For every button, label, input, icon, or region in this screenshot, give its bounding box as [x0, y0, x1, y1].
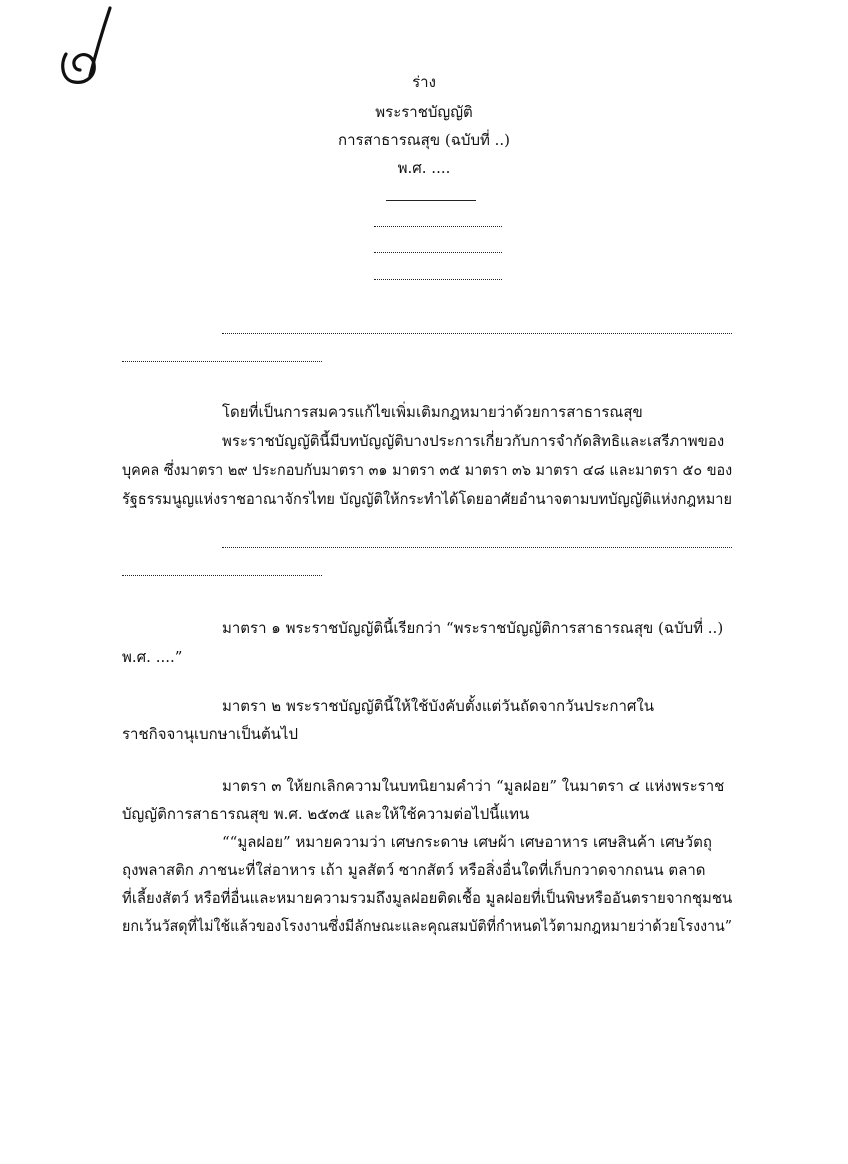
- preamble-line-4: รัฐธรรมนูญแห่งราชอาณาจักรไทย บัญญัติให้กระทำได้โดยอาศัยอำนาจตามบทบัญญัติแห่งกฎหมาย: [122, 490, 732, 508]
- dotted-line-3: [374, 279, 502, 280]
- dotted-line-5: [122, 361, 322, 362]
- section-3-line-3: ““มูลฝอย” หมายความว่า เศษกระดาษ เศษผ้า เศษอาหาร เศษสินค้า เศษวัตถุ: [222, 833, 712, 851]
- preamble-line-1: โดยที่เป็นการสมควรแก้ไขเพิ่มเติมกฎหมายว่าด้วยการสาธารณสุข: [222, 403, 643, 421]
- section-3-line-1: มาตรา ๓ ให้ยกเลิกความในบทนิยามคำว่า “มูลฝอย” ในมาตรา ๔ แห่งพระราช: [222, 777, 725, 795]
- preamble-line-3: บุคคล ซึ่งมาตรา ๒๙ ประกอบกับมาตรา ๓๑ มาตรา ๓๕ มาตรา ๓๖ มาตรา ๔๘ และมาตรา ๕๐ ของ: [122, 461, 733, 479]
- section-3-line-2: บัญญัติการสาธารณสุข พ.ศ. ๒๕๓๕ และให้ใช้ความต่อไปนี้แทน: [122, 805, 530, 823]
- section-3-line-6: ยกเว้นวัสดุที่ไม่ใช้แล้วของโรงงานซึ่งมีลักษณะและคุณสมบัติที่กำหนดไว้ตามกฎหมายว่าด้วยโรงงาน”: [122, 917, 733, 935]
- dotted-line-6: [222, 547, 732, 548]
- section-3-line-5: ที่เลี้ยงสัตว์ หรือที่อื่นและหมายความรวมถึงมูลฝอยติดเชื้อ มูลฝอยที่เป็นพิษหรืออันตรายจากชุมชน: [122, 889, 733, 907]
- section-2-line-2: ราชกิจจานุเบกษาเป็นต้นไป: [122, 725, 299, 743]
- act-name-title: การสาธารณสุข (ฉบับที่ ..): [337, 131, 511, 149]
- section-1-line-1: มาตรา ๑ พระราชบัญญัตินี้เรียกว่า “พระราชบัญญัติการสาธารณสุข (ฉบับที่ ..): [222, 619, 724, 637]
- dotted-line-4: [222, 333, 732, 334]
- act-year: พ.ศ. ....: [397, 159, 451, 177]
- dotted-line-2: [374, 252, 502, 253]
- section-1-line-2: พ.ศ. ....”: [122, 648, 183, 666]
- section-3-line-4: ถุงพลาสติก ภาชนะที่ใส่อาหาร เถ้า มูลสัตว์ ซากสัตว์ หรือสิ่งอื่นใดที่เก็บกวาดจากถนน ตลาด: [122, 861, 706, 879]
- section-2-line-1: มาตรา ๒ พระราชบัญญัตินี้ให้ใช้บังคับตั้งแต่วันถัดจากวันประกาศใน: [222, 697, 654, 715]
- draft-label: ร่าง: [412, 73, 436, 91]
- dotted-line-7: [122, 575, 322, 576]
- preamble-line-2: พระราชบัญญัตินี้มีบทบัญญัติบางประการเกี่ยวกับการจำกัดสิทธิและเสรีภาพของ: [222, 432, 725, 450]
- act-type-title: พระราชบัญญัติ: [375, 103, 473, 121]
- dotted-line-1: [374, 226, 502, 227]
- header-underline: [386, 200, 476, 201]
